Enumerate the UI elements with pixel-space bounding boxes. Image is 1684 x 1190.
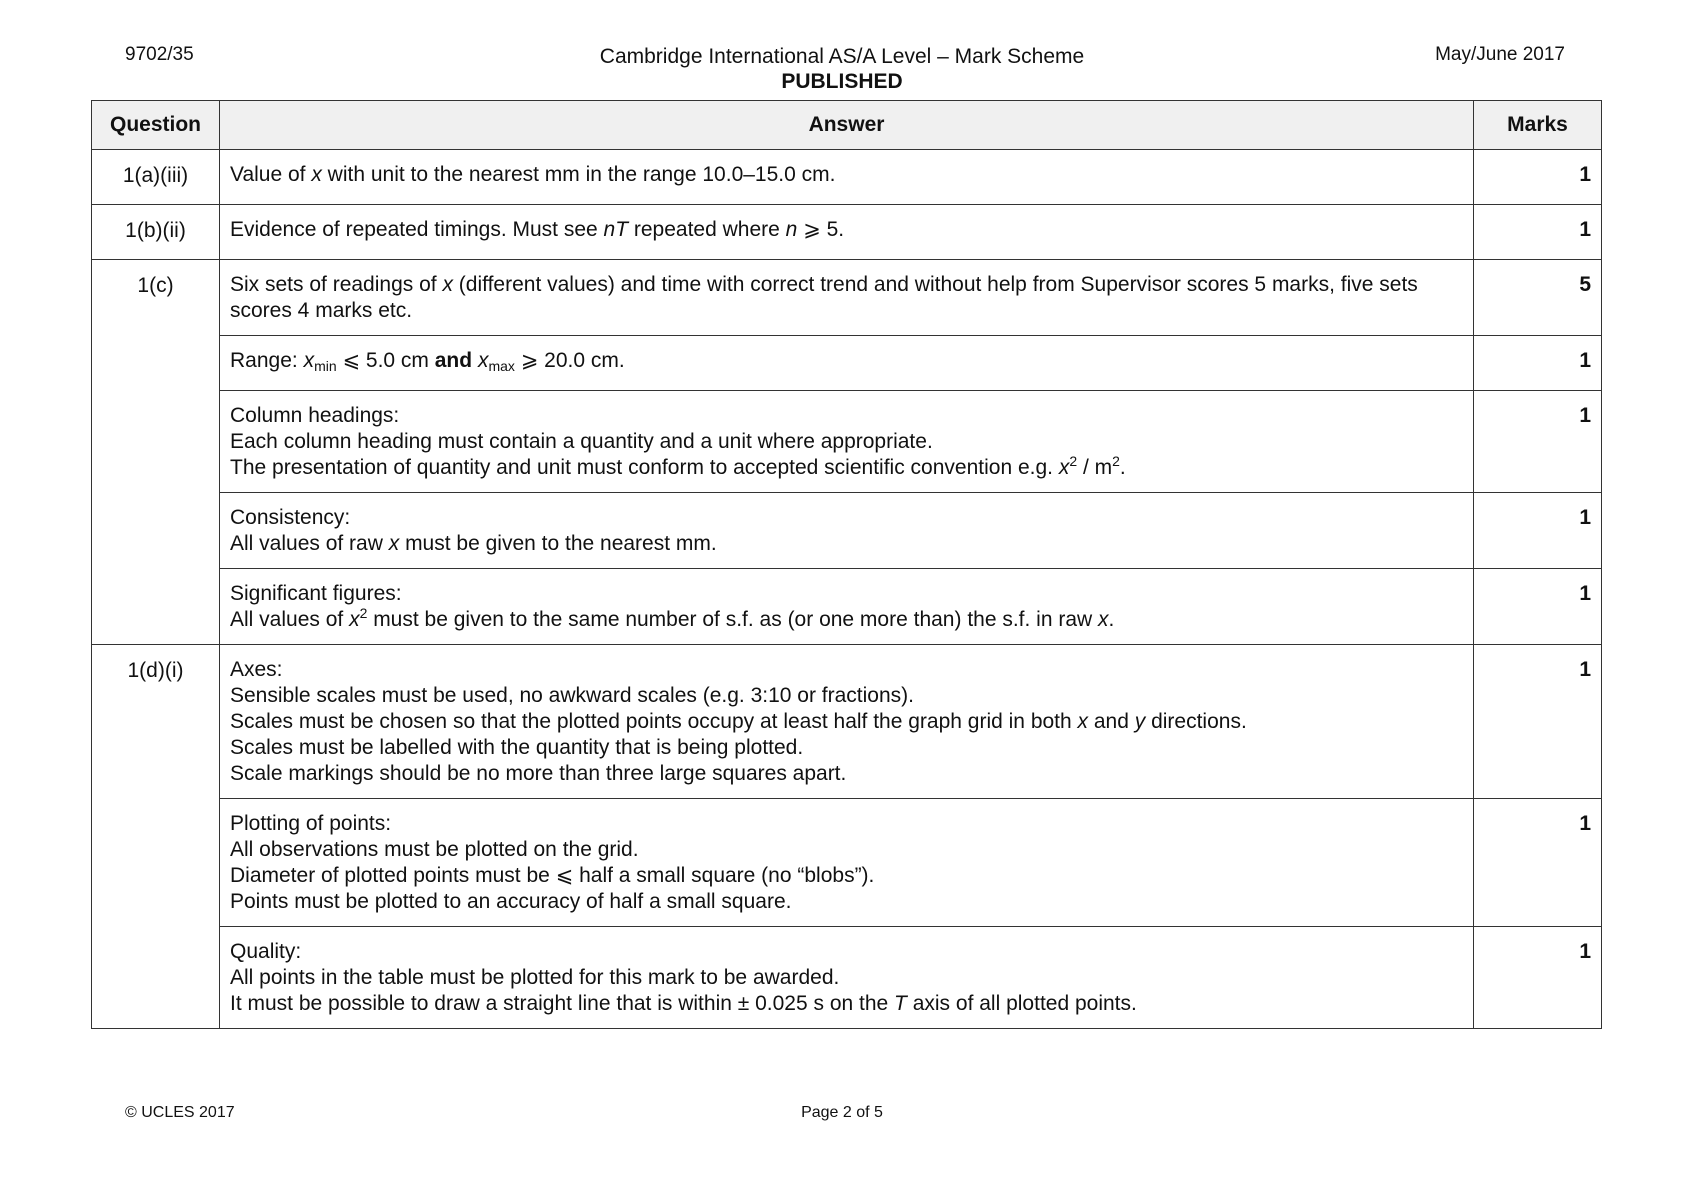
answer-text: ⩽ 5.0 cm xyxy=(336,349,435,372)
answer-text: It must be possible to draw a straight line that is within ± 0.025 s on the xyxy=(230,992,895,1015)
answer-text: ⩾ 5. xyxy=(797,218,845,241)
question-number: 1(c) xyxy=(92,260,220,645)
variable: x xyxy=(1098,608,1109,631)
question-column-header: Question xyxy=(92,101,220,150)
answer-cell xyxy=(220,336,1474,391)
variable: x xyxy=(303,349,315,372)
variable: x xyxy=(311,163,322,186)
variable: x xyxy=(349,608,360,631)
table-row xyxy=(92,927,1602,1029)
answer-text: axis of all plotted points. xyxy=(906,992,1137,1015)
answer-cell xyxy=(220,150,1474,205)
answer-text: must be given to the same number of s.f. as (or one more than) the s.f. in raw xyxy=(367,608,1099,631)
answer-text: must be given to the nearest mm. xyxy=(399,532,717,555)
answer-cell xyxy=(220,645,1474,799)
variable: x xyxy=(477,349,489,372)
answer-line: Axes: xyxy=(230,658,283,681)
subscript: min xyxy=(314,358,337,374)
answer-cell xyxy=(220,205,1474,260)
answer-text: Scales must be chosen so that the plotted points occupy at least half the graph grid in both xyxy=(230,710,1078,733)
superscript: 2 xyxy=(1069,453,1078,469)
marks-value: 1 xyxy=(1474,927,1602,1029)
answer-cell xyxy=(220,260,1474,336)
answer-line: All observations must be plotted on the grid. xyxy=(230,838,639,861)
table-row xyxy=(92,150,1602,205)
variable: x xyxy=(388,532,400,555)
superscript: 2 xyxy=(359,605,368,621)
answer-text: Range: xyxy=(230,349,304,372)
page-number: Page 2 of 5 xyxy=(801,1104,883,1121)
table-row xyxy=(92,205,1602,260)
answer-line: Column headings: xyxy=(230,404,400,427)
answer-line: Scales must be labelled with the quantity that is being plotted. xyxy=(230,736,804,759)
answer-text: The presentation of quantity and unit must conform to accepted scientific convention e.g. xyxy=(230,456,1059,479)
title-text: Cambridge International AS/A Level – Mark Scheme xyxy=(599,45,1085,68)
question-number: 1(a)(iii) xyxy=(92,150,220,205)
answer-text: . xyxy=(1119,456,1126,479)
answer-text: Value of xyxy=(230,163,312,186)
answer-line: Scale markings should be no more than three large squares apart. xyxy=(230,762,847,785)
variable: n xyxy=(785,218,798,241)
answer-text: repeated where xyxy=(628,218,786,241)
answer-line xyxy=(230,531,1463,557)
table-row xyxy=(92,569,1602,645)
paper-code: 9702/35 xyxy=(125,44,194,65)
answer-line xyxy=(230,709,1463,735)
published-label: PUBLISHED xyxy=(781,70,903,93)
answer-text: directions. xyxy=(1145,710,1247,733)
marks-column-header: Marks xyxy=(1474,101,1602,150)
marks-value: 1 xyxy=(1474,569,1602,645)
marks-value: 1 xyxy=(1474,391,1602,493)
table-row xyxy=(92,799,1602,927)
marks-value: 1 xyxy=(1474,493,1602,569)
table-row xyxy=(92,336,1602,391)
document-title xyxy=(0,44,1684,94)
answer-line xyxy=(230,607,1463,633)
answer-line: Sensible scales must be used, no awkward scales (e.g. 3:10 or fractions). xyxy=(230,684,914,707)
bold-text: and xyxy=(434,349,473,372)
answer-cell xyxy=(220,799,1474,927)
variable: x xyxy=(1077,710,1089,733)
answer-text: ⩾ 20.0 cm. xyxy=(514,349,625,372)
marks-value: 1 xyxy=(1474,645,1602,799)
table-row xyxy=(92,493,1602,569)
answer-line: Consistency: xyxy=(230,506,351,529)
answer-line xyxy=(230,991,1463,1017)
answer-text: Six sets of readings of xyxy=(230,273,443,296)
answer-text: with unit to the nearest mm in the range 10.0–15.0 cm. xyxy=(321,163,836,186)
variable: nT xyxy=(603,218,629,241)
answer-text: All values of xyxy=(230,608,350,631)
table-row xyxy=(92,645,1602,799)
answer-line: All points in the table must be plotted for this mark to be awarded. xyxy=(230,966,840,989)
answer-text: and xyxy=(1088,710,1135,733)
variable: T xyxy=(894,992,907,1015)
answer-line: Each column heading must contain a quantity and a unit where appropriate. xyxy=(230,430,933,453)
marks-value: 5 xyxy=(1474,260,1602,336)
answer-text: Evidence of repeated timings. Must see xyxy=(230,218,604,241)
copyright-notice: © UCLES 2017 xyxy=(125,1104,235,1121)
answer-line xyxy=(230,455,1463,481)
answer-line: Diameter of plotted points must be ⩽ half a small square (no “blobs”). xyxy=(230,864,875,887)
answer-text: (different values) and time with correct trend and without help from Supervisor scores 5 marks, five sets scores 4 marks etc. xyxy=(230,273,1418,322)
marks-value: 1 xyxy=(1474,205,1602,260)
table-row xyxy=(92,391,1602,493)
marks-value: 1 xyxy=(1474,799,1602,927)
answer-text: / m xyxy=(1077,456,1113,479)
question-number: 1(b)(ii) xyxy=(92,205,220,260)
answer-line: Plotting of points: xyxy=(230,812,392,835)
marks-value: 1 xyxy=(1474,336,1602,391)
superscript: 2 xyxy=(1112,453,1120,469)
answer-cell xyxy=(220,391,1474,493)
answer-line: Quality: xyxy=(230,940,302,963)
marks-value: 1 xyxy=(1474,150,1602,205)
answer-column-header: Answer xyxy=(220,101,1474,150)
exam-session: May/June 2017 xyxy=(1435,44,1565,65)
answer-line: Significant figures: xyxy=(230,582,402,605)
answer-cell xyxy=(220,927,1474,1029)
variable: x xyxy=(1058,456,1070,479)
answer-text: . xyxy=(1108,608,1115,631)
mark-scheme-table xyxy=(91,100,1602,1029)
answer-line: Points must be plotted to an accuracy of half a small square. xyxy=(230,890,792,913)
table-row xyxy=(92,260,1602,336)
question-number: 1(d)(i) xyxy=(92,645,220,1029)
answer-text: All values of raw xyxy=(230,532,389,555)
answer-cell xyxy=(220,569,1474,645)
variable: y xyxy=(1134,710,1146,733)
subscript: max xyxy=(488,358,515,374)
answer-cell xyxy=(220,493,1474,569)
table-header-row xyxy=(92,101,1602,150)
variable: x xyxy=(442,273,453,296)
